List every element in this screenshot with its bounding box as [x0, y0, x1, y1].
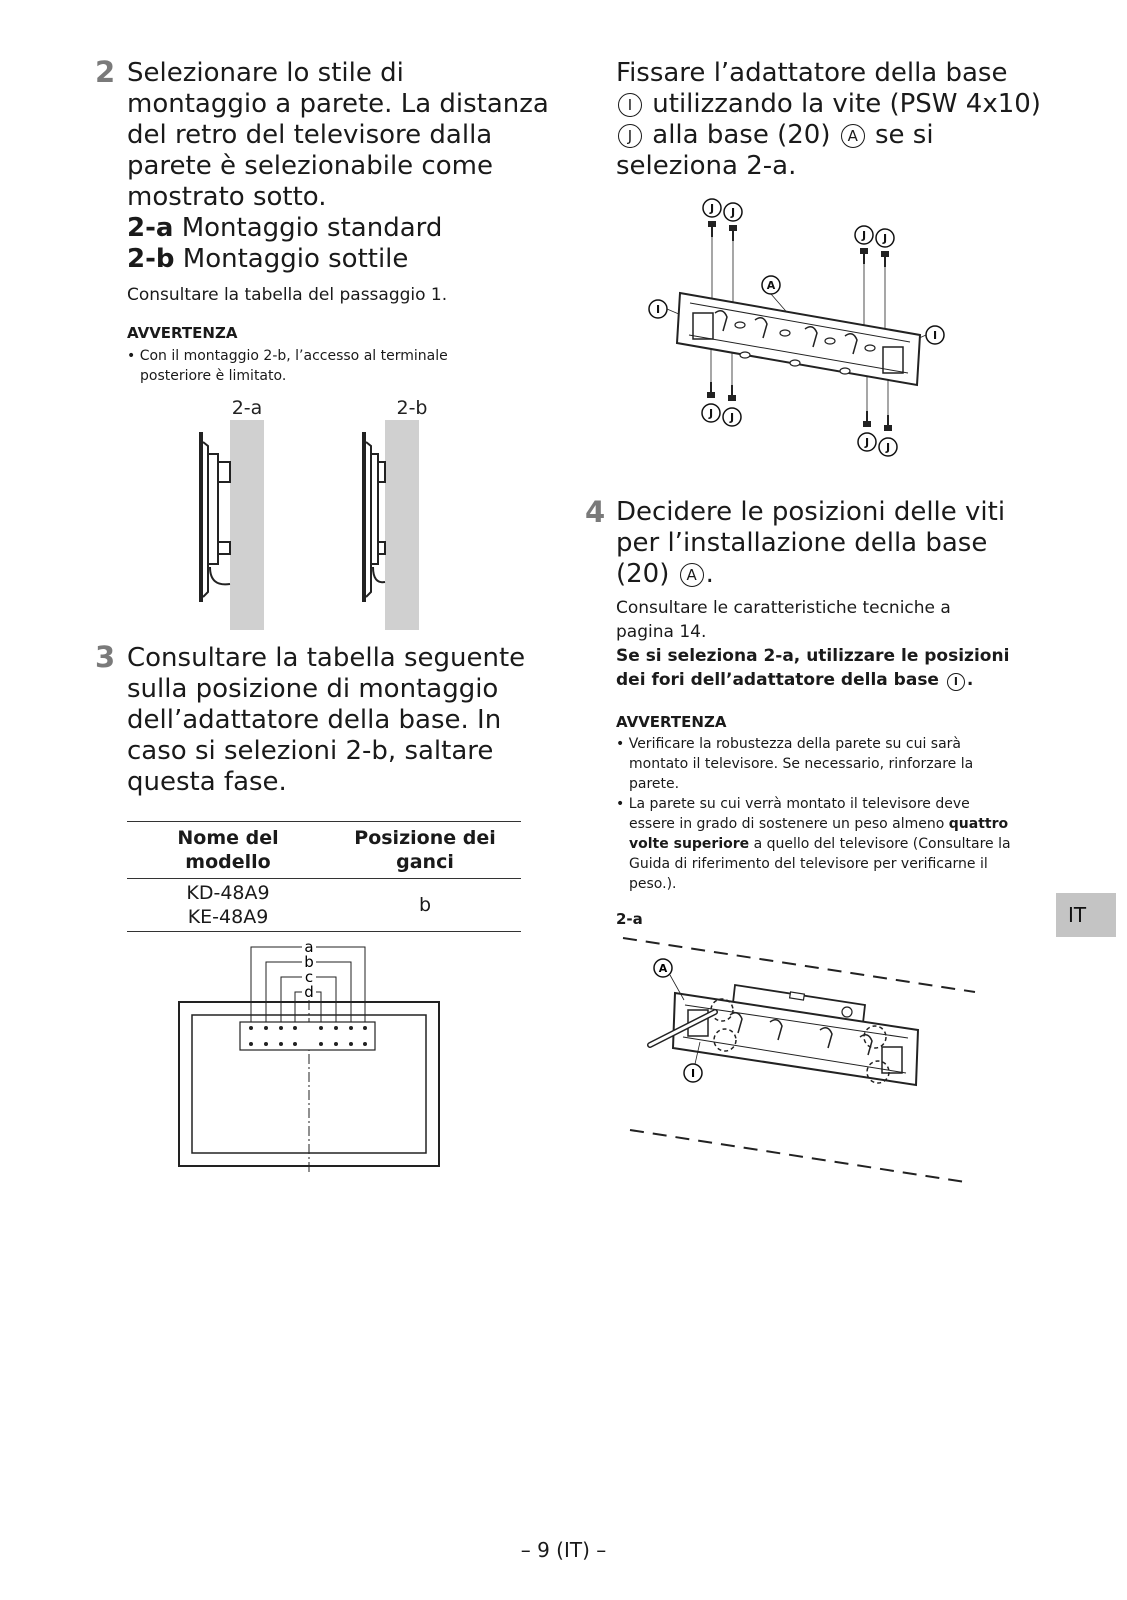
step-3-line: sulla posizione di montaggio [127, 674, 499, 704]
step-4-text [616, 497, 1005, 590]
warning-line [616, 814, 1011, 834]
tv-2a [199, 432, 203, 602]
svg-text:I: I [932, 329, 938, 342]
figure-2a-label: 2-a [616, 910, 643, 928]
svg-text:I: I [655, 303, 661, 316]
table-header: Nome del modello [177, 827, 279, 873]
step-2-warning-title: AVVERTENZA [127, 324, 238, 342]
language-tab: IT [1056, 893, 1116, 937]
step-4-line-text: (20) [616, 559, 678, 589]
step-4-line [616, 559, 1005, 590]
model-cell [127, 879, 329, 932]
option-2b [127, 244, 549, 275]
warning-bold: quattro [948, 816, 1009, 832]
table-row [127, 879, 521, 932]
model-name: KD-48A9 [186, 882, 270, 904]
warning-line: peso.). [629, 876, 677, 892]
fix-line [616, 120, 1041, 151]
step-2-number: 2 [95, 55, 116, 89]
step-2-line: montaggio a parete. La distanza [127, 89, 549, 119]
fix-adapter-text [616, 58, 1041, 182]
svg-text:J: J [885, 441, 891, 454]
step-4-warning-title: AVVERTENZA [616, 713, 727, 731]
fix-line-text: alla base (20) [644, 120, 839, 150]
svg-text:J: J [708, 407, 714, 420]
step-4-warning [616, 734, 1011, 894]
hook-label: d [304, 983, 314, 1001]
warning-line [616, 834, 1011, 854]
note-line: pagina 14. [616, 622, 707, 642]
circle-i-icon: I [947, 673, 965, 691]
note-bold-text: . [966, 670, 974, 690]
step-2-warning [127, 346, 448, 386]
bracket-screws-figure [645, 195, 965, 465]
svg-text:J: J [730, 206, 736, 219]
position-cell: b [418, 894, 432, 916]
option-2a-text: Montaggio standard [173, 213, 443, 243]
svg-text:J: J [864, 436, 870, 449]
fix-line-text: utilizzando la vite (PSW 4x10) [644, 89, 1041, 119]
circle-a-icon: A [680, 563, 704, 587]
step-2-line: mostrato sotto. [127, 182, 327, 212]
step-3-text [127, 643, 525, 798]
hook-label: c [304, 968, 314, 986]
step-3-line: caso si selezioni 2-b, saltare [127, 736, 494, 766]
warning-bold: volte superiore [629, 836, 750, 852]
step-4-line: per l’installazione della base [616, 528, 988, 558]
svg-text:J: J [729, 411, 735, 424]
svg-text:I: I [690, 1067, 696, 1080]
step-3-line: Consultare la tabella seguente [127, 643, 526, 673]
svg-text:J: J [709, 202, 715, 215]
fig-label-2a: 2-a [231, 397, 263, 419]
circle-i-icon: I [618, 93, 642, 117]
note-bold-line: Se si seleziona 2-a, utilizzare le posizioni [616, 646, 1010, 666]
warning-text: essere in grado di sostenere un peso almeno [629, 816, 949, 832]
fix-line: Fissare l’adattatore della base [616, 58, 1008, 88]
svg-text:A: A [766, 279, 776, 292]
step-2-line: del retro del televisore dalla [127, 120, 493, 150]
step-3-line: dell’adattatore della base. In [127, 705, 502, 735]
circle-j-icon: J [618, 124, 642, 148]
tv-2b [362, 432, 366, 602]
model-table [127, 821, 521, 932]
wall-2b [385, 420, 419, 630]
warning-line: • Con il montaggio 2-b, l’accesso al terminale [127, 348, 448, 364]
step-4-number: 4 [585, 495, 606, 529]
warning-line: Guida di riferimento del televisore per verificarne il [629, 856, 988, 872]
mounting-strip [240, 1022, 375, 1050]
warning-text: a quello del televisore (Consultare la [749, 836, 1011, 852]
page-number: – 9 (IT) – [520, 1538, 607, 1562]
warning-line: • La parete su cui verrà montato il televisore deve [616, 796, 970, 812]
option-2b-text: Montaggio sottile [174, 244, 409, 274]
svg-text:J: J [882, 232, 888, 245]
warning-line: parete. [629, 776, 680, 792]
bracket-position-figure [178, 940, 443, 1172]
fix-line-text: se si [866, 120, 934, 150]
step-4-line-text: . [705, 559, 714, 589]
note-line: Consultare le caratteristiche tecniche a [616, 598, 951, 618]
step-4-note [616, 596, 1009, 692]
step-2-text [127, 58, 549, 275]
step-2-line: parete è selezionabile come [127, 151, 493, 181]
warning-line: • Verificare la robustezza della parete su cui sarà [616, 736, 962, 752]
wall-level-figure [620, 930, 990, 1200]
step-2-line: Selezionare lo stile di [127, 58, 404, 88]
fix-line [616, 89, 1041, 120]
option-2b-code: 2-b [127, 244, 175, 274]
step-3-line: questa fase. [127, 767, 287, 797]
note-bold-line [616, 668, 1009, 692]
warning-line: montato il televisore. Se necessario, rinforzare la [629, 756, 974, 772]
mounting-side-view-figure [190, 392, 440, 632]
hook-label: b [304, 953, 314, 971]
svg-text:A: A [658, 962, 668, 975]
wall-2a [230, 420, 264, 630]
fig-label-2b: 2-b [396, 397, 428, 419]
note-bold-text: dei fori dell’adattatore della base [616, 670, 945, 690]
option-2a [127, 213, 549, 244]
step-3-number: 3 [95, 640, 116, 674]
option-2a-code: 2-a [127, 213, 174, 243]
step-4-line: Decidere le posizioni delle viti [616, 497, 1006, 527]
hook-label: a [304, 940, 314, 956]
svg-text:J: J [861, 229, 867, 242]
step-2-note: Consultare la tabella del passaggio 1. [127, 285, 448, 305]
fix-line: seleziona 2-a. [616, 151, 797, 181]
table-header: Posizione dei ganci [354, 827, 496, 873]
model-name: KE-48A9 [187, 906, 269, 928]
warning-line: posteriore è limitato. [140, 368, 287, 384]
circle-a-icon: A [841, 124, 865, 148]
